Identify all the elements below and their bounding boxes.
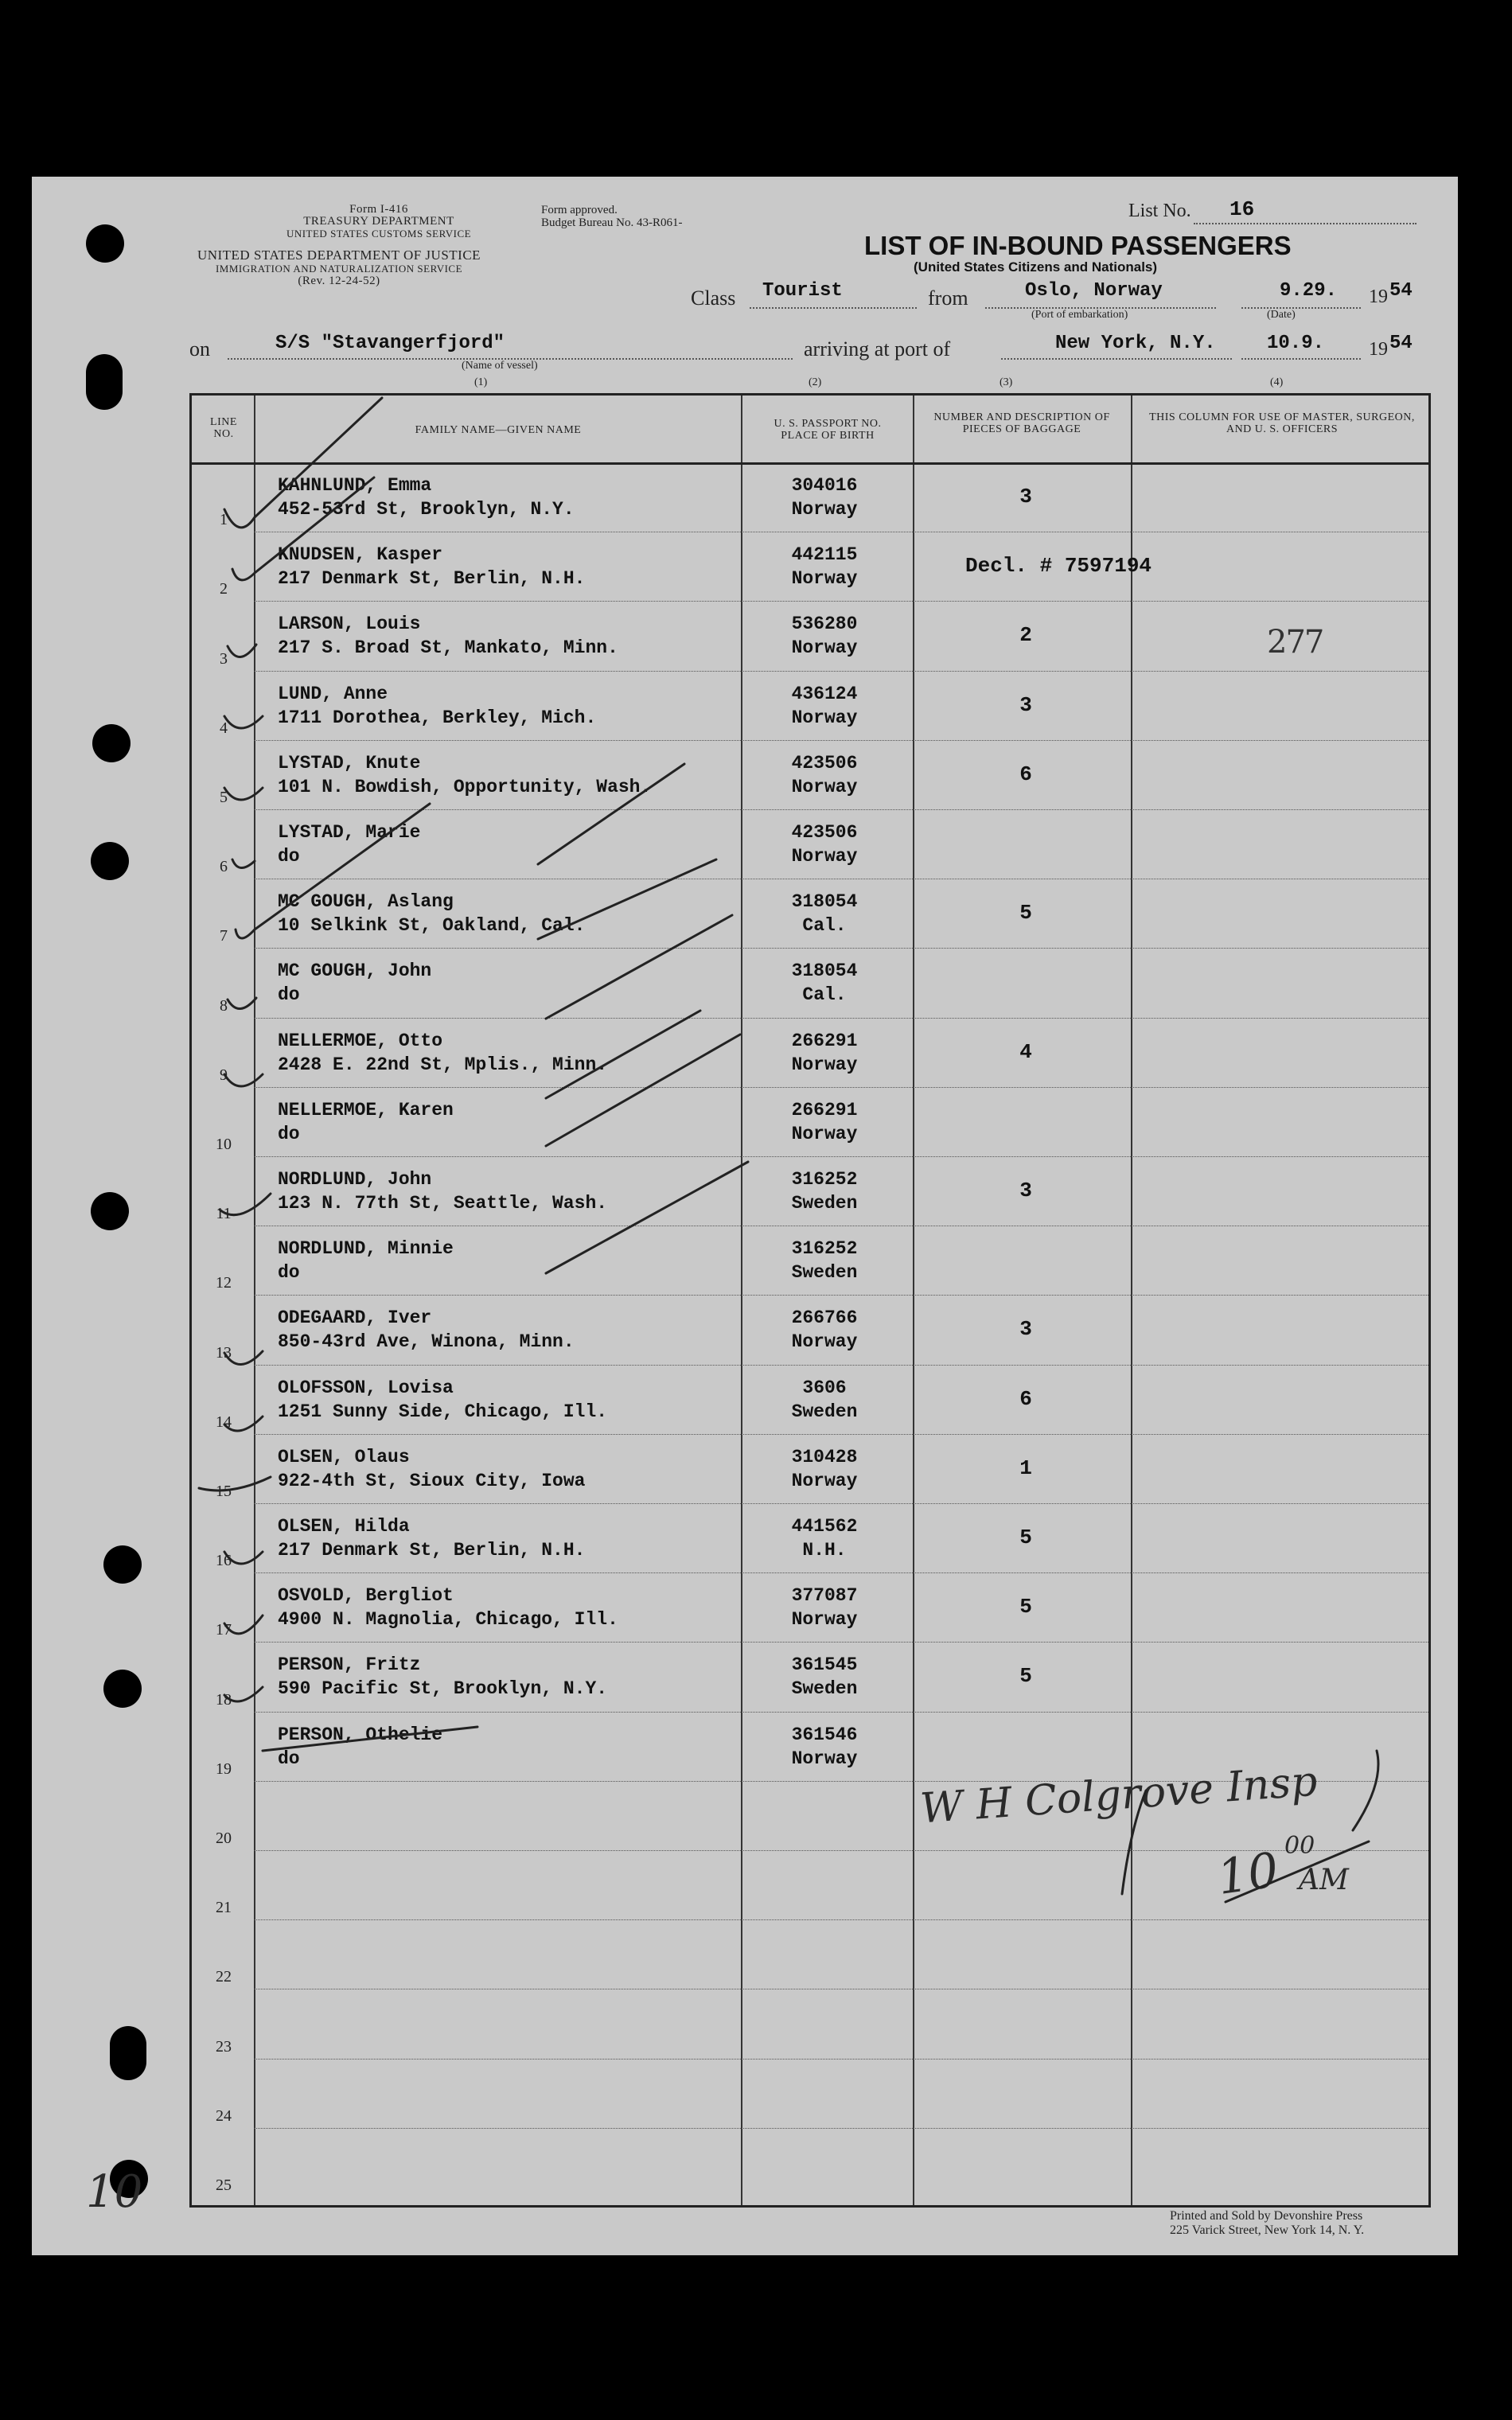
place-of-birth: Cal. <box>802 915 847 937</box>
baggage-count: 3 <box>1019 692 1032 717</box>
passport-number: 3606 <box>802 1377 847 1398</box>
line-number: 17 <box>216 1621 232 1639</box>
place-of-birth: Norway <box>791 707 858 728</box>
passport-number: 536280 <box>791 614 858 635</box>
passenger-address: do <box>278 846 300 867</box>
passenger-name: LYSTAD, Marie <box>278 822 421 843</box>
column-caption-2: (2) <box>809 376 822 388</box>
line-number: 3 <box>220 649 228 668</box>
class-label: Class <box>691 286 736 310</box>
passenger-address: 123 N. 77th St, Seattle, Wash. <box>278 1193 608 1214</box>
passport-number: 266291 <box>791 1030 858 1051</box>
embarkation-caption: (Port of embarkation) <box>1031 309 1128 321</box>
baggage-count: 6 <box>1019 1386 1032 1411</box>
column-header-line: LINE NO. <box>210 416 237 440</box>
passenger-name: NORDLUND, Minnie <box>278 1238 454 1260</box>
place-of-birth: Norway <box>791 1123 858 1144</box>
handwritten-time-minutes: 00 <box>1284 1832 1315 1860</box>
passenger-name: MC GOUGH, John <box>278 961 432 982</box>
passport-number: 316252 <box>791 1169 858 1190</box>
baggage-count: 3 <box>1019 485 1032 509</box>
line-number: 9 <box>220 1066 228 1084</box>
passenger-name: OLSEN, Hilda <box>278 1516 410 1537</box>
passenger-name: KNUDSEN, Kasper <box>278 544 443 566</box>
form-revision: (Rev. 12-24-52) <box>298 275 380 287</box>
customs-service: UNITED STATES CUSTOMS SERVICE <box>286 228 472 240</box>
line-number: 23 <box>216 2037 232 2056</box>
place-of-birth: Norway <box>791 1054 858 1075</box>
line-number: 13 <box>216 1343 232 1362</box>
line-number: 15 <box>216 1482 232 1500</box>
passport-number: 318054 <box>791 891 858 913</box>
passenger-address: 922-4th St, Sioux City, Iowa <box>278 1470 586 1491</box>
justice-dept: UNITED STATES DEPARTMENT OF JUSTICE <box>197 247 481 263</box>
place-of-birth: Norway <box>791 1470 858 1491</box>
line-number: 24 <box>216 2106 232 2125</box>
place-of-birth: Sweden <box>791 1262 858 1284</box>
baggage-count: 6 <box>1019 762 1032 786</box>
passenger-address: 2428 E. 22nd St, Mplis., Minn. <box>278 1054 608 1075</box>
place-of-birth: Norway <box>791 499 858 520</box>
passenger-address: 10 Selkink St, Oakland, Cal. <box>278 915 586 937</box>
line-number: 10 <box>216 1135 232 1153</box>
line-number: 18 <box>216 1690 232 1709</box>
place-of-birth: Sweden <box>791 1678 858 1700</box>
column-header-officers: THIS COLUMN FOR USE OF MASTER, SURGEON, AND U. S. OFFICERS <box>1149 411 1415 435</box>
passport-number: 318054 <box>791 961 858 982</box>
passenger-address: 217 Denmark St, Berlin, N.H. <box>278 1540 586 1561</box>
from-label: from <box>928 286 968 310</box>
place-of-birth: Norway <box>791 1331 858 1353</box>
passenger-name: OSVOLD, Bergliot <box>278 1585 454 1607</box>
form-subtitle: (United States Citizens and Nationals) <box>914 259 1158 275</box>
ins-service: IMMIGRATION AND NATURALIZATION SERVICE <box>215 263 463 275</box>
arrival-year: 54 <box>1389 333 1413 354</box>
passport-number: 266766 <box>791 1307 858 1329</box>
passport-number: 266291 <box>791 1099 858 1120</box>
passenger-address: 1251 Sunny Side, Chicago, Ill. <box>278 1401 608 1422</box>
passport-number: 361546 <box>791 1724 858 1745</box>
column-caption-3: (3) <box>1000 376 1013 388</box>
passport-number: 423506 <box>791 822 858 843</box>
passenger-name: KAHNLUND, Emma <box>278 475 432 496</box>
place-of-birth: Norway <box>791 637 858 659</box>
baggage-count: 5 <box>1019 1595 1032 1619</box>
passenger-name: ODEGAARD, Iver <box>278 1307 432 1329</box>
passenger-name: NELLERMOE, Otto <box>278 1030 443 1051</box>
handwritten-margin-number: 10 <box>86 2166 143 2218</box>
departure-date: 9.29. <box>1280 280 1338 302</box>
passport-number: 441562 <box>791 1516 858 1537</box>
place-of-birth: Norway <box>791 1748 858 1769</box>
passenger-name: LARSON, Louis <box>278 614 421 635</box>
passport-number: 436124 <box>791 683 858 704</box>
passenger-name: PERSON, Othelie <box>278 1724 443 1745</box>
passenger-name: OLSEN, Olaus <box>278 1446 410 1467</box>
passenger-address: do <box>278 1123 300 1144</box>
line-number: 11 <box>216 1205 232 1223</box>
form-approved: Form approved. <box>541 204 618 216</box>
printer-line-1: Printed and Sold by Devonshire Press <box>1170 2209 1363 2223</box>
passport-number: 310428 <box>791 1446 858 1467</box>
line-number: 7 <box>220 927 228 945</box>
line-number: 25 <box>216 2176 232 2194</box>
passenger-address: 452-53rd St, Brooklyn, N.Y. <box>278 499 575 520</box>
place-of-birth: Norway <box>791 568 858 590</box>
form-number: Form I-416 <box>349 203 408 216</box>
baggage-count: 2 <box>1019 623 1032 648</box>
column-caption-4: (4) <box>1270 376 1284 388</box>
form-title: LIST OF IN-BOUND PASSENGERS <box>864 231 1292 260</box>
passport-number: 361545 <box>791 1654 858 1676</box>
passenger-address: do <box>278 1262 300 1284</box>
list-number-label: List No. <box>1128 201 1191 221</box>
arriving-label: arriving at port of <box>804 337 951 360</box>
place-of-birth: Sweden <box>791 1401 858 1422</box>
year-label: 19 <box>1369 286 1388 307</box>
passenger-name: LUND, Anne <box>278 683 388 704</box>
passenger-name: OLOFSSON, Lovisa <box>278 1377 454 1398</box>
passenger-address: 1711 Dorothea, Berkley, Mich. <box>278 707 597 728</box>
place-of-birth: Sweden <box>791 1193 858 1214</box>
passport-number: 304016 <box>791 475 858 496</box>
baggage-count: 5 <box>1019 901 1032 926</box>
passenger-address: 590 Pacific St, Brooklyn, N.Y. <box>278 1678 608 1700</box>
list-number-value: 16 <box>1229 197 1255 221</box>
date-caption: (Date) <box>1267 309 1296 321</box>
line-number: 4 <box>220 719 228 737</box>
passenger-name: NELLERMOE, Karen <box>278 1099 454 1120</box>
port-of-embarkation: Oslo, Norway <box>1025 280 1163 302</box>
passenger-name: MC GOUGH, Aslang <box>278 891 454 913</box>
place-of-birth: Norway <box>791 776 858 797</box>
passport-number: 377087 <box>791 1585 858 1607</box>
baggage-count: 4 <box>1019 1039 1032 1064</box>
vessel-name: S/S "Stavangerfjord" <box>275 333 505 354</box>
column-header-passport: U. S. PASSPORT NO. PLACE OF BIRTH <box>774 418 882 442</box>
passport-number: 423506 <box>791 752 858 774</box>
vessel-caption: (Name of vessel) <box>462 360 538 372</box>
on-label: on <box>189 337 210 360</box>
line-number: 20 <box>216 1829 232 1847</box>
line-number: 14 <box>216 1413 232 1431</box>
line-number: 5 <box>220 788 228 806</box>
line-number: 21 <box>216 1899 232 1917</box>
passenger-address: 101 N. Bowdish, Opportunity, Wash. <box>278 776 652 797</box>
passport-number: 316252 <box>791 1238 858 1260</box>
baggage-count: 5 <box>1019 1664 1032 1689</box>
line-number: 6 <box>220 858 228 876</box>
baggage-note: Decl. # 7597194 <box>965 554 1152 579</box>
port-of-arrival: New York, N.Y. <box>1055 333 1216 354</box>
departure-year: 54 <box>1389 280 1413 302</box>
budget-bureau: Budget Bureau No. 43-R061- <box>541 216 683 229</box>
passport-number: 442115 <box>791 544 858 566</box>
passenger-address: do <box>278 1748 300 1769</box>
arrival-year-label: 19 <box>1369 339 1388 360</box>
class-value: Tourist <box>762 280 843 302</box>
passenger-name: PERSON, Fritz <box>278 1654 421 1676</box>
place-of-birth: Norway <box>791 846 858 867</box>
place-of-birth: Cal. <box>802 984 847 1006</box>
place-of-birth: N.H. <box>802 1540 847 1561</box>
line-number: 8 <box>220 996 228 1015</box>
baggage-count: 1 <box>1019 1456 1032 1480</box>
column-caption-1: (1) <box>474 376 488 388</box>
place-of-birth: Norway <box>791 1609 858 1631</box>
baggage-count: 5 <box>1019 1526 1032 1549</box>
baggage-count: 3 <box>1019 1179 1032 1202</box>
line-number: 2 <box>220 580 228 598</box>
passenger-address: 217 S. Broad St, Mankato, Minn. <box>278 637 618 659</box>
passenger-address: do <box>278 984 300 1006</box>
line-number: 16 <box>216 1552 232 1570</box>
arrival-date: 10.9. <box>1267 333 1325 354</box>
passenger-address: 4900 N. Magnolia, Chicago, Ill. <box>278 1609 618 1631</box>
column-header-baggage: NUMBER AND DESCRIPTION OF PIECES OF BAGGAGE <box>933 411 1110 435</box>
passenger-name: NORDLUND, John <box>278 1169 432 1190</box>
treasury-dept: TREASURY DEPARTMENT <box>303 215 454 228</box>
printer-line-2: 225 Varick Street, New York 14, N. Y. <box>1170 2223 1365 2237</box>
line-number: 1 <box>220 511 228 529</box>
handwritten-ampm: AM <box>1299 1864 1349 1896</box>
handwritten-time: 10 <box>1214 1842 1282 1906</box>
line-number: 12 <box>216 1274 232 1292</box>
inspector-signature: W H Colgrove Insp <box>918 1757 1319 1834</box>
line-number: 19 <box>216 1759 232 1778</box>
baggage-count: 3 <box>1019 1317 1032 1342</box>
passenger-address: 850-43rd Ave, Winona, Minn. <box>278 1331 575 1353</box>
line-number: 22 <box>216 1968 232 1986</box>
passenger-name: LYSTAD, Knute <box>278 752 421 774</box>
passenger-address: 217 Denmark St, Berlin, N.H. <box>278 568 586 590</box>
handwritten-officer-note: 277 <box>1267 624 1323 661</box>
column-header-name: FAMILY NAME—GIVEN NAME <box>415 424 582 436</box>
